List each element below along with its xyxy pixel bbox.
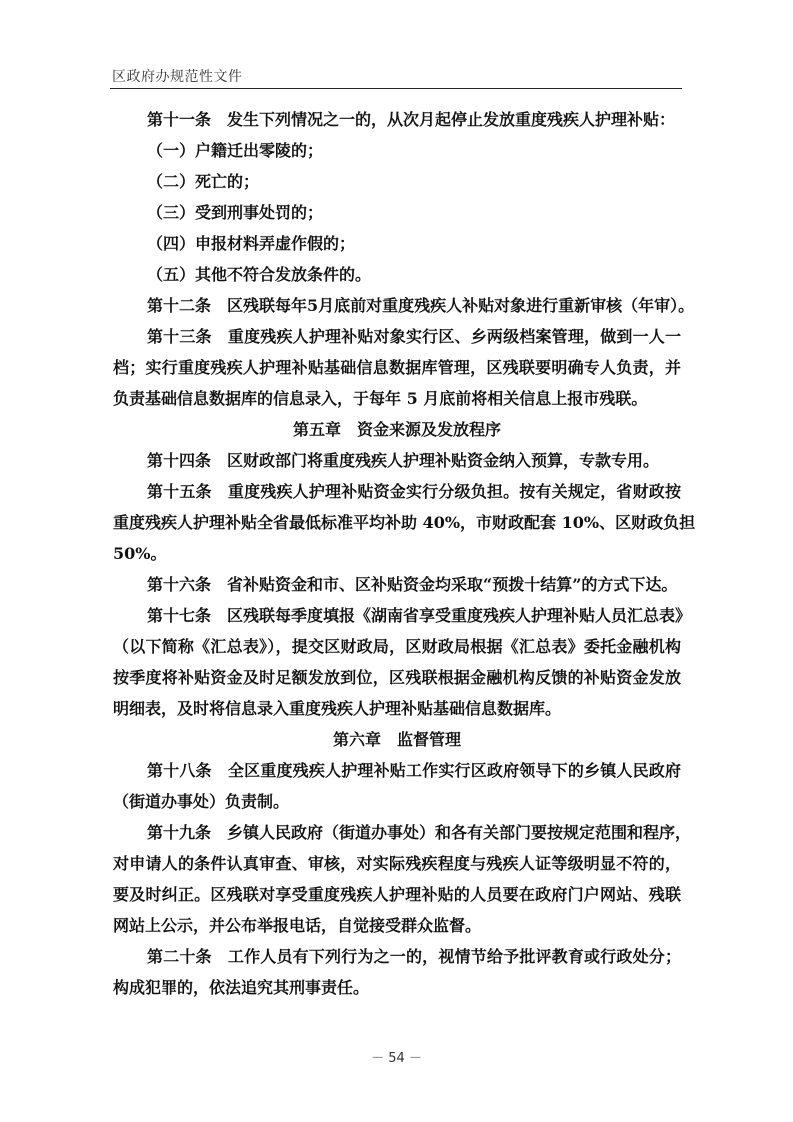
- text-line: 档；实行重度残疾人护理补贴基础信息数据库管理，区残联要明确专人负责，并: [113, 358, 681, 377]
- text-line: 要及时纠正。区残联对享受重度残疾人护理补贴的人员要在政府门户网站、残联: [113, 885, 681, 904]
- chapter-heading: 第五章 资金来源及发放程序: [292, 420, 501, 439]
- text-line: （五）其他不符合发放条件的。: [147, 265, 372, 284]
- text-line: 50%。: [113, 544, 167, 563]
- text-line: 按季度将补贴资金及时足额发放到位，区残联根据金融机构反馈的补贴资金发放: [113, 668, 681, 687]
- text-line: 构成犯罪的，依法追究其刑事责任。: [113, 978, 370, 997]
- text-line: 第十七条 区残联每季度填报《湖南省享受重度残疾人护理补贴人员汇总表》: [147, 606, 692, 625]
- text-line: 负责基础信息数据库的信息录入，于每年 5 月底前将相关信息上报市残联。: [113, 389, 648, 408]
- text-line: 第二十条 工作人员有下列行为之一的，视情节给予批评教育或行政处分；: [147, 947, 681, 966]
- document-body: [113, 104, 696, 1003]
- text-line: 第十五条 重度残疾人护理补贴资金实行分级负担。按有关规定，省财政按: [147, 482, 681, 501]
- text-line: （街道办事处）负责制。: [113, 792, 290, 811]
- text-line: 第十六条 省补贴资金和市、区补贴资金均采取“预拨十结算”的方式下达。: [147, 575, 678, 594]
- text-line: 第十四条 区财政部门将重度残疾人护理补贴资金纳入预算，专款专用。: [147, 451, 660, 470]
- text-line: （二）死亡的；: [147, 172, 260, 191]
- text-line: 第十二条 区残联每年5月底前对重度残疾人补贴对象进行重新审核（年审）。: [147, 296, 695, 315]
- text-line: 第十九条 乡镇人民政府（街道办事处）和各有关部门要按规定范围和程序，: [147, 823, 692, 842]
- text-line: 网站上公示，并公布举报电话，自觉接受群众监督。: [113, 916, 482, 935]
- text-line: 第十一条 发生下列情况之一的，从次月起停止发放重度残疾人护理补贴：: [147, 110, 676, 129]
- page-number: － 54 －: [371, 1051, 422, 1066]
- text-line: 重度残疾人护理补贴全省最低标准平均补助 40%，市财政配套 10%、区财政负担: [113, 513, 696, 532]
- header-rule: [110, 88, 682, 89]
- text-line: 第十三条 重度残疾人护理补贴对象实行区、乡两级档案管理，做到一人一: [147, 327, 681, 346]
- text-line: 对申请人的条件认真审查、审核，对实际残疾程度与残疾人证等级明显不符的，: [113, 854, 681, 873]
- chapter-heading: 第六章 监督管理: [332, 730, 461, 749]
- text-line: （三）受到刑事处罚的；: [147, 203, 324, 222]
- text-line: （以下简称《汇总表》），提交区财政局，区财政局根据《汇总表》委托金融机构: [113, 637, 681, 656]
- text-line: （四）申报材料弄虚作假的；: [147, 234, 356, 253]
- text-line: 明细表，及时将信息录入重度残疾人护理补贴基础信息数据库。: [113, 699, 562, 718]
- text-line: （一）户籍迁出零陵的；: [147, 141, 324, 160]
- text-line: 第十八条 全区重度残疾人护理补贴工作实行区政府领导下的乡镇人民政府: [147, 761, 681, 780]
- document-header: 区政府办规范性文件: [112, 69, 243, 85]
